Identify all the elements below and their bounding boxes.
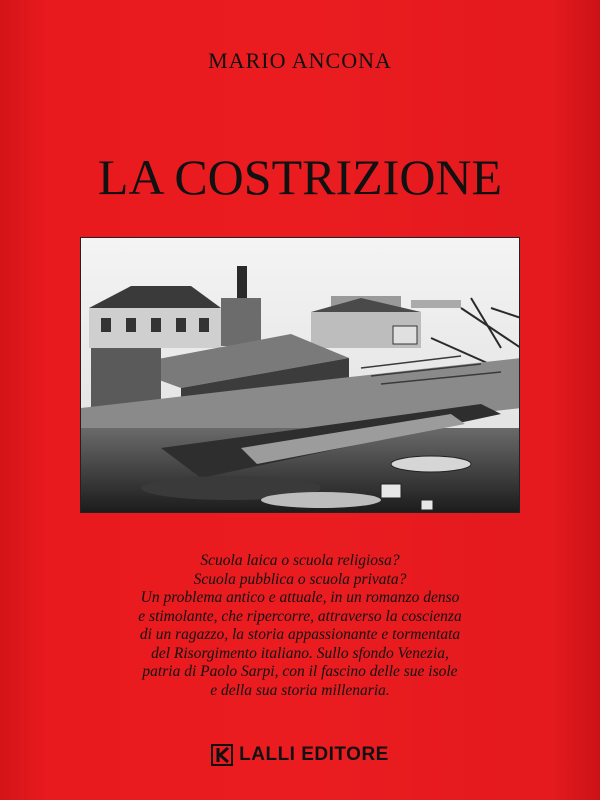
blurb-line: Scuola pubblica o scuola privata? <box>193 570 407 588</box>
blurb-line: Scuola laica o scuola religiosa? <box>200 552 400 569</box>
venetian-boatyard-illustration <box>81 238 520 513</box>
blurb-line: e della sua storia millenaria. <box>210 681 390 699</box>
author-name: MARIO ANCONA <box>208 48 392 73</box>
publisher-name: LALLI EDITORE <box>239 744 389 765</box>
blurb-line: patria di Paolo Sarpi, con il fascino delle sue isole <box>142 663 458 680</box>
book-title: LA COSTRIZIONE <box>97 149 503 205</box>
blurb-text <box>30 552 570 700</box>
blurb-line: Un problema antico e attuale, in un romanzo denso <box>140 589 460 606</box>
publisher-imprint <box>0 744 600 766</box>
blurb-line: del Risorgimento italiano. Sullo sfondo Venezia, <box>151 644 449 662</box>
blurb-line: di un ragazzo, la storia appassionante e tormentata <box>139 626 461 643</box>
blurb-line: e stimolante, che ripercorre, attraverso la coscienza <box>138 607 462 625</box>
cover-photo <box>80 237 520 513</box>
publisher-logo-icon <box>211 744 233 766</box>
